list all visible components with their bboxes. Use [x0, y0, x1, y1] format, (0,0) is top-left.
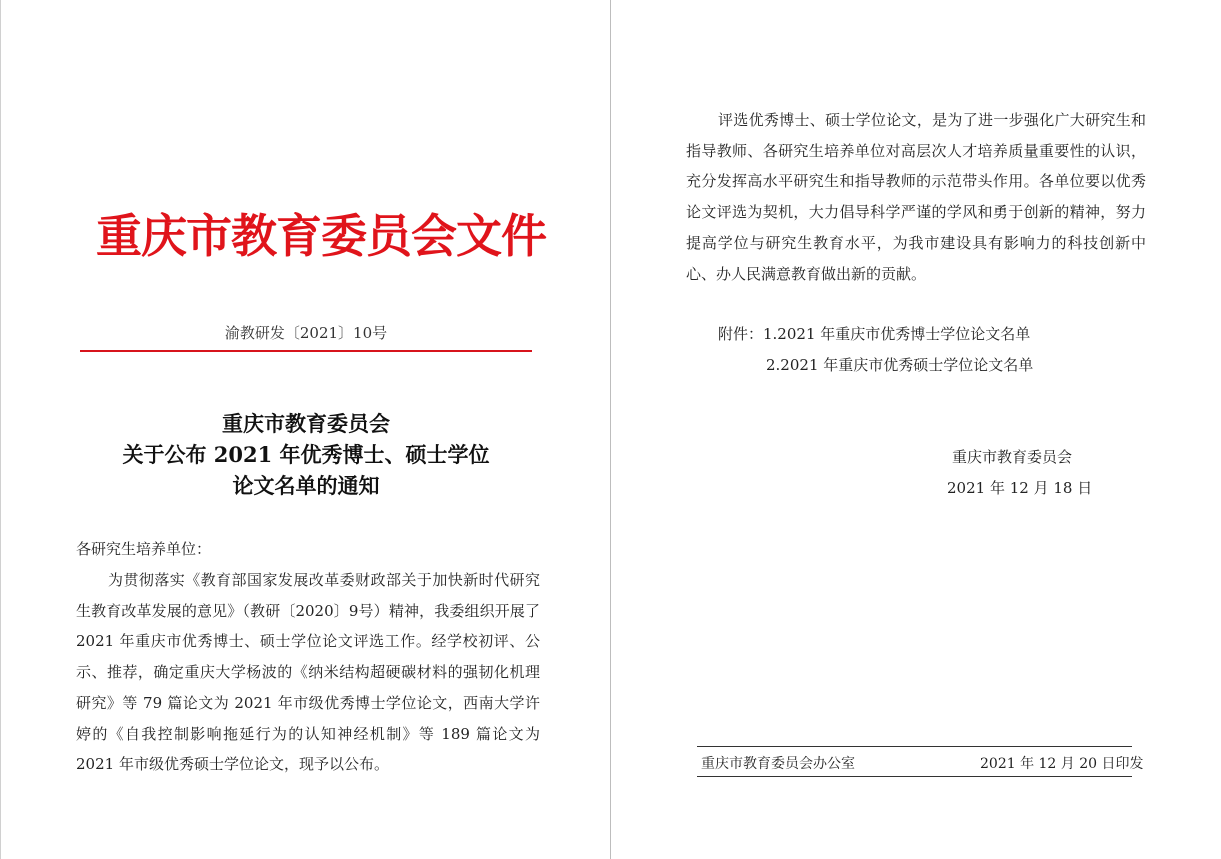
left-body-paragraph: 为贯彻落实《教育部国家发展改革委财政部关于加快新时代研究生教育改革发展的意见》（教研〔2020〕9号）精神，我委组织开展了 2021 年重庆市优秀博士、硕士学位论文评选工作。经学校初评、公示、推荐，确定重庆大学杨波的《纳米结构超硬碳材料的强韧化机理研究》等 79 篇论文为 2021 年市级优秀博士学位论文，西南大学许婷的《自我控制影响拖延行为的认知神经机制》等 189 篇论文为 2021 年市级优秀硕士学位论文，现予以公布。: [76, 571, 540, 774]
red-rule: [80, 350, 532, 352]
footer-print-date: 2021 年 12 月 20 日印发: [980, 756, 1144, 772]
document-title: [80, 408, 532, 501]
footer-rule-top: [697, 746, 1132, 747]
footer-office: 重庆市教育委员会办公室: [701, 756, 855, 772]
right-body-paragraph: 评选优秀博士、硕士学位论文，是为了进一步强化广大研究生和指导教师、各研究生培养单位对高层次人才培养质量重要性的认识，充分发挥高水平研究生和指导教师的示范带头作用。各单位要以优秀论文评选为契机，大力倡导科学严谨的学风和勇于创新的精神，努力提高学位与研究生教育水平，为我市建设具有影响力的科技创新中心、办人民满意教育做出新的贡献。: [686, 111, 1146, 283]
document-masthead: 重庆市教育委员会文件: [96, 209, 546, 263]
footer-rule-bottom: [697, 776, 1132, 777]
title-line-1: 重庆市教育委员会: [222, 411, 390, 436]
salutation: 各研究生培养单位：: [76, 540, 212, 558]
attachment-1: 附件：1.2021 年重庆市优秀博士学位论文名单: [718, 325, 1031, 343]
page-divider: [610, 0, 611, 859]
attachment-2: 2.2021 年重庆市优秀硕士学位论文名单: [766, 356, 1034, 374]
signature-org: 重庆市教育委员会: [952, 448, 1073, 466]
document-number: 渝教研发〔2021〕10号: [224, 324, 388, 342]
title-line-3: 论文名单的通知: [232, 473, 380, 498]
title-line-2: 关于公布 2021 年优秀博士、硕士学位: [122, 442, 490, 467]
signature-date: 2021 年 12 月 18 日: [947, 479, 1093, 497]
